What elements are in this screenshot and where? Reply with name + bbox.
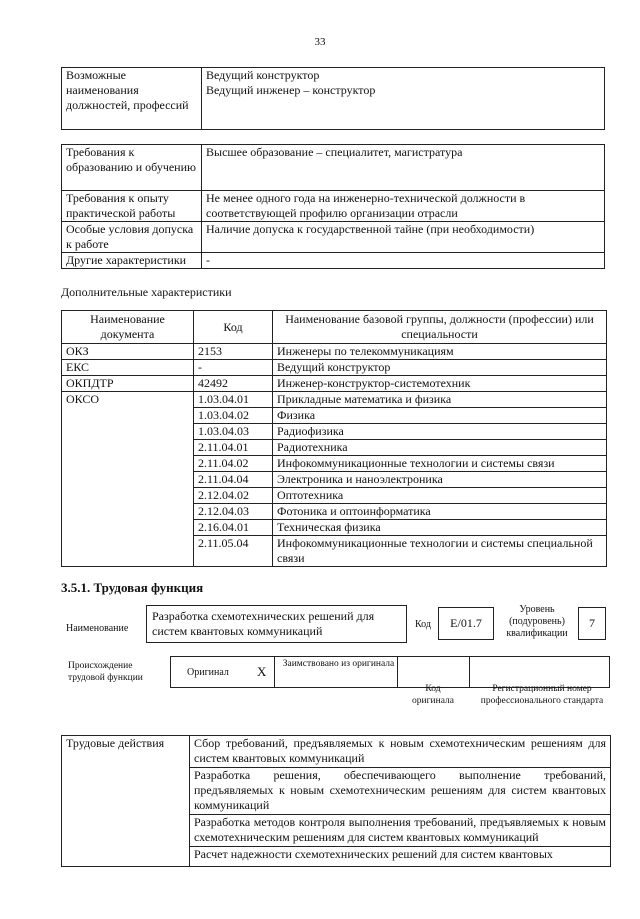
cell-divider — [274, 657, 275, 687]
level-box — [578, 607, 606, 640]
level-value: 7 — [589, 616, 595, 630]
function-name-box — [146, 605, 407, 643]
req-label: Другие характеристики — [62, 253, 202, 269]
reg-number-label: Регистрационный номер профессионального стандарта — [480, 684, 604, 706]
name-cell: Техническая физика — [273, 520, 607, 536]
doc-cell: ОКЗ — [62, 344, 194, 360]
requirements-table — [61, 144, 605, 269]
action-item: Сбор требований, предъявляемых к новым схемотехническим решениям для систем квантовых коммуникаций — [190, 736, 611, 768]
code-cell: 1.03.04.01 — [194, 392, 273, 408]
code-cell: 2.12.04.03 — [194, 504, 273, 520]
actions-table — [61, 735, 611, 867]
doc-cell: ЕКС — [62, 360, 194, 376]
code-box — [438, 607, 494, 640]
name-cell: Радиотехника — [273, 440, 607, 456]
req-label: Требования к опыту практической работы — [62, 191, 202, 222]
positions-values — [202, 68, 605, 130]
origin-label: Происхождение трудовой функции — [68, 661, 143, 683]
position-item: Ведущий конструктор — [206, 68, 320, 82]
name-cell: Оптотехника — [273, 488, 607, 504]
doc-cell: ОКПДТР — [62, 376, 194, 392]
additional-title: Дополнительные характеристики — [61, 285, 232, 299]
additional-table — [61, 310, 607, 567]
col-header: Наименование документа — [62, 311, 194, 344]
code-cell: 2.11.04.02 — [194, 456, 273, 472]
function-heading: 3.5.1. Трудовая функция — [61, 580, 204, 595]
req-label: Особые условия допуска к работе — [62, 222, 202, 253]
req-value: Высшее образование – специалитет, магистратура — [202, 145, 605, 191]
code-cell: 2.11.04.04 — [194, 472, 273, 488]
original-mark: X — [257, 664, 267, 679]
function-name-value: Разработка схемотехнических решений для систем квантовых коммуникаций — [152, 609, 375, 638]
code-cell: 2.12.04.02 — [194, 488, 273, 504]
name-cell: Физика — [273, 408, 607, 424]
code-cell: 42492 — [194, 376, 273, 392]
code-cell: 2.11.04.01 — [194, 440, 273, 456]
name-cell: Ведущий конструктор — [273, 360, 607, 376]
req-value: Наличие допуска к государственной тайне (при необходимости) — [202, 222, 605, 253]
name-cell: Радиофизика — [273, 424, 607, 440]
name-cell: Электроника и наноэлектроника — [273, 472, 607, 488]
req-value: - — [202, 253, 605, 269]
code-value: E/01.7 — [450, 616, 482, 630]
code-cell: 1.03.04.02 — [194, 408, 273, 424]
col-header: Наименование базовой группы, должности (профессии) или специальности — [273, 311, 607, 344]
code-cell: 2.11.05.04 — [194, 536, 273, 567]
name-cell: Инфокоммуникационные технологии и системы специальной связи — [273, 536, 607, 567]
code-label: Код — [415, 619, 431, 630]
req-value: Не менее одного года на инженерно-технической должности в соответствующей профилю организации отрасли — [202, 191, 605, 222]
name-cell: Фотоника и оптоинформатика — [273, 504, 607, 520]
cell-divider — [397, 657, 398, 687]
cell-divider — [469, 657, 470, 687]
origin-code-label: Код оригинала — [412, 684, 454, 706]
name-cell: Инженер-конструктор-системотехник — [273, 376, 607, 392]
doc-cell: ОКСО — [62, 392, 194, 567]
actions-label: Трудовые действия — [62, 736, 190, 867]
name-cell: Прикладные математика и физика — [273, 392, 607, 408]
code-cell: 2153 — [194, 344, 273, 360]
position-item: Ведущий инженер – конструктор — [206, 83, 376, 97]
col-header: Код — [194, 311, 273, 344]
req-label: Требования к образованию и обучению — [62, 145, 202, 191]
name-cell: Инфокоммуникационные технологии и системы связи — [273, 456, 607, 472]
name-cell: Инженеры по телекоммуникациям — [273, 344, 607, 360]
action-item: Расчет надежности схемотехнических решений для систем квантовых — [190, 847, 611, 867]
level-label: Уровень (подуровень) квалификации — [506, 604, 568, 639]
code-cell: 1.03.04.03 — [194, 424, 273, 440]
original-label: Оригинал — [187, 667, 229, 678]
borrowed-label: Заимствовано из оригинала — [282, 659, 395, 669]
positions-table — [61, 67, 605, 130]
code-cell: 2.16.04.01 — [194, 520, 273, 536]
action-item: Разработка решения, обеспечивающего выполнение требований, предъявляемых к новым схемотехническим решениям для систем квантовых коммуникаций — [190, 768, 611, 815]
action-item: Разработка методов контроля выполнения требований, предъявляемых к новым схемотехническим решениям для систем квантовых коммуникаций — [190, 815, 611, 847]
page-number: 33 — [314, 36, 326, 48]
function-name-label: Наименование — [66, 623, 129, 634]
code-cell: - — [194, 360, 273, 376]
positions-label: Возможные наименования должностей, профессий — [62, 68, 202, 130]
